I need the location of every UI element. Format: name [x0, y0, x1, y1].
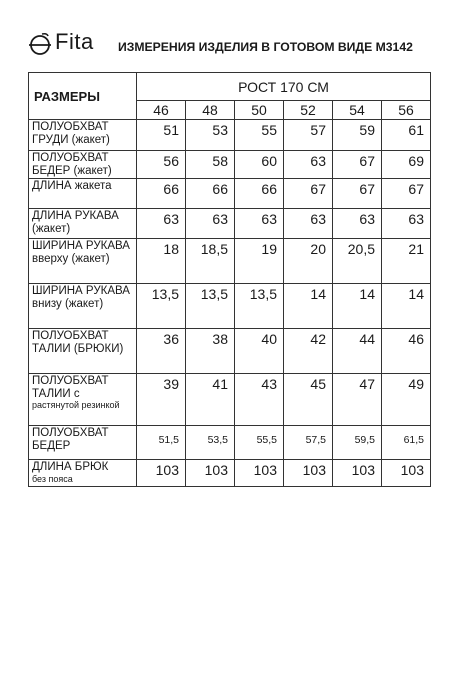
measurement-value: 45 [284, 374, 333, 426]
measurement-value: 63 [284, 209, 333, 239]
measurement-value: 36 [137, 329, 186, 374]
measurement-value: 18,5 [186, 239, 235, 284]
size-chart-table [28, 72, 431, 487]
measurement-value: 63 [186, 209, 235, 239]
measurement-label-text: ПОЛУОБХВАТ ГРУДИ (жакет) [32, 121, 110, 146]
measurement-value: 67 [382, 179, 431, 209]
measurement-value: 44 [333, 329, 382, 374]
table-row [29, 179, 431, 209]
measurement-value: 63 [137, 209, 186, 239]
measurement-value: 103 [186, 460, 235, 487]
measurement-value: 14 [284, 284, 333, 329]
sizes-label: РАЗМЕРЫ [29, 73, 137, 120]
measurement-value: 14 [333, 284, 382, 329]
measurement-value: 55 [235, 120, 284, 151]
measurement-label-text: ШИРИНА РУКАВА вверху (жакет) [32, 240, 130, 265]
size-header-52: 52 [284, 101, 333, 120]
measurement-value: 63 [235, 209, 284, 239]
measurement-label-text: ПОЛУОБХВАТ БЕДЕР (жакет) [32, 152, 112, 177]
measurement-value: 14 [382, 284, 431, 329]
measurement-value: 103 [333, 460, 382, 487]
measurement-value: 53 [186, 120, 235, 151]
table-row [29, 426, 431, 460]
measurement-label-note: растянутой резинкой [32, 400, 120, 410]
measurement-value: 61,5 [382, 426, 431, 460]
measurement-value: 53,5 [186, 426, 235, 460]
measurement-value: 103 [284, 460, 333, 487]
measurement-value: 18 [137, 239, 186, 284]
measurement-value: 13,5 [235, 284, 284, 329]
measurement-value: 38 [186, 329, 235, 374]
measurement-label-text: ПОЛУОБХВАТ БЕДЕР [32, 427, 109, 452]
measurement-value: 46 [382, 329, 431, 374]
measurement-value: 20,5 [333, 239, 382, 284]
measurement-value: 67 [333, 151, 382, 179]
measurement-value: 49 [382, 374, 431, 426]
size-header-48: 48 [186, 101, 235, 120]
measurement-value: 67 [333, 179, 382, 209]
measurement-value: 47 [333, 374, 382, 426]
measurement-label [29, 374, 137, 426]
measurement-value: 69 [382, 151, 431, 179]
table-row [29, 374, 431, 426]
table-row [29, 284, 431, 329]
measurement-label-text: ШИРИНА РУКАВА внизу (жакет) [32, 285, 130, 310]
size-header-54: 54 [333, 101, 382, 120]
measurement-label-text: ПОЛУОБХВАТ ТАЛИИ с [32, 375, 109, 400]
measurement-label-text: ДЛИНА БРЮК [32, 461, 109, 473]
measurement-value: 63 [333, 209, 382, 239]
fita-logo-icon [28, 32, 52, 56]
height-label: РОСТ 170 СМ [137, 73, 431, 101]
measurement-label [29, 151, 137, 179]
measurement-label-text: ДЛИНА жакета [32, 180, 112, 192]
measurement-value: 66 [137, 179, 186, 209]
measurement-value: 63 [284, 151, 333, 179]
measurement-value: 42 [284, 329, 333, 374]
logo-text: Fita [55, 29, 94, 54]
table-row [29, 209, 431, 239]
table-row [29, 151, 431, 179]
table-row [29, 460, 431, 487]
page-title: ИЗМЕРЕНИЯ ИЗДЕЛИЯ В ГОТОВОМ ВИДЕ М3142 [118, 40, 413, 54]
measurement-label [29, 179, 137, 209]
measurement-label [29, 209, 137, 239]
measurement-value: 13,5 [186, 284, 235, 329]
measurement-value: 51,5 [137, 426, 186, 460]
measurement-value: 39 [137, 374, 186, 426]
measurement-label-text: ДЛИНА РУКАВА (жакет) [32, 210, 119, 235]
size-header-56: 56 [382, 101, 431, 120]
measurement-value: 40 [235, 329, 284, 374]
measurement-value: 59,5 [333, 426, 382, 460]
table-row [29, 239, 431, 284]
size-header-46: 46 [137, 101, 186, 120]
measurement-label-text: ПОЛУОБХВАТ ТАЛИИ (БРЮКИ) [32, 330, 124, 355]
measurement-value: 55,5 [235, 426, 284, 460]
measurement-label [29, 120, 137, 151]
measurement-value: 19 [235, 239, 284, 284]
measurement-value: 103 [137, 460, 186, 487]
table-row [29, 329, 431, 374]
measurement-value: 57,5 [284, 426, 333, 460]
measurement-value: 63 [382, 209, 431, 239]
measurement-value: 60 [235, 151, 284, 179]
measurement-value: 20 [284, 239, 333, 284]
measurement-value: 51 [137, 120, 186, 151]
header-row [29, 73, 431, 101]
measurement-label-note: без пояса [32, 473, 73, 484]
table-row [29, 120, 431, 151]
measurement-value: 13,5 [137, 284, 186, 329]
measurement-value: 43 [235, 374, 284, 426]
measurement-label [29, 329, 137, 374]
measurement-value: 41 [186, 374, 235, 426]
measurement-value: 103 [235, 460, 284, 487]
measurement-value: 56 [137, 151, 186, 179]
measurement-value: 58 [186, 151, 235, 179]
measurement-value: 59 [333, 120, 382, 151]
measurement-label [29, 426, 137, 460]
measurement-label [29, 239, 137, 284]
measurement-value: 21 [382, 239, 431, 284]
measurement-value: 66 [235, 179, 284, 209]
measurement-value: 103 [382, 460, 431, 487]
measurement-label [29, 284, 137, 329]
document-header [28, 28, 448, 58]
size-header-50: 50 [235, 101, 284, 120]
measurement-value: 67 [284, 179, 333, 209]
measurement-label [29, 460, 137, 487]
measurement-value: 66 [186, 179, 235, 209]
measurement-value: 61 [382, 120, 431, 151]
measurement-value: 57 [284, 120, 333, 151]
